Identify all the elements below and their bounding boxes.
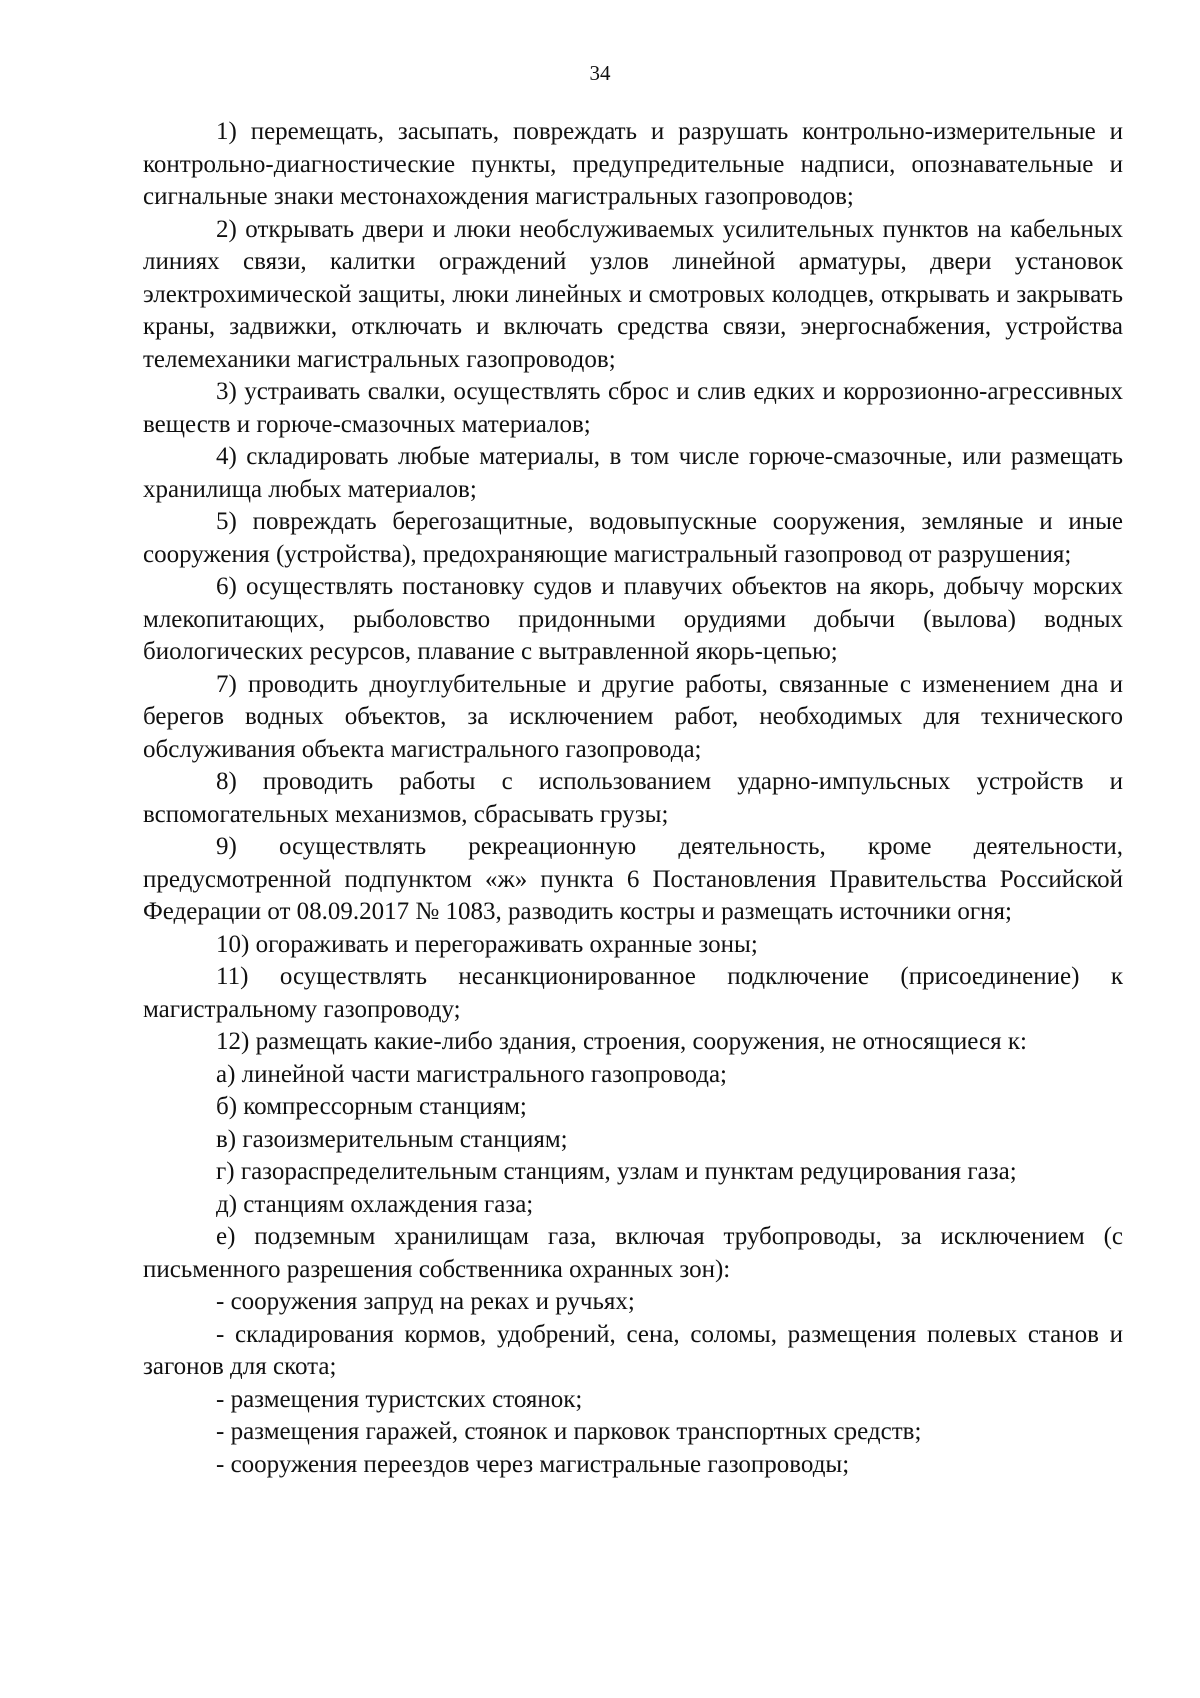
- paragraph-item-5: 5) повреждать берегозащитные, водовыпускные сооружения, земляные и иные сооружения (устройства), предохраняющие магистральный газопровод от разрушения;: [143, 508, 1123, 568]
- document-body: [143, 116, 1123, 1481]
- subitem-e: е) подземным хранилищам газа, включая трубопроводы, за исключением (с письменного разрешения собственника охранных зон):: [143, 1223, 1123, 1283]
- page-number: 34: [589, 61, 611, 85]
- paragraph-item-10: 10) огораживать и перегораживать охранные зоны;: [216, 930, 758, 958]
- exception-item-5: - сооружения переездов через магистральные газопроводы;: [216, 1450, 850, 1478]
- subitem-a: а) линейной части магистрального газопровода;: [216, 1060, 727, 1088]
- paragraph-item-4: 4) складировать любые материалы, в том числе горюче-смазочные, или размещать хранилища любых материалов;: [143, 443, 1123, 503]
- paragraph-item-12: 12) размещать какие-либо здания, строения, сооружения, не относящиеся к:: [216, 1028, 1027, 1055]
- exception-item-3: - размещения туристских стоянок;: [216, 1385, 583, 1413]
- paragraph-item-7: 7) проводить дноуглубительные и другие работы, связанные с изменением дна и берегов водных объектов, за исключением работ, необходимых для технического обслуживания объекта магистрального газопровода;: [143, 670, 1123, 763]
- paragraph-item-8: 8) проводить работы с использованием ударно-импульсных устройств и вспомогательных механизмов, сбрасывать грузы;: [143, 768, 1123, 828]
- exception-item-1: - сооружения запруд на реках и ручьях;: [216, 1288, 635, 1315]
- subitem-g: г) газораспределительным станциям, узлам и пунктам редуцирования газа;: [216, 1158, 1017, 1185]
- paragraph-item-6: 6) осуществлять постановку судов и плавучих объектов на якорь, добычу морских млекопитающих, рыболовство придонными орудиями добычи (вылова) водных биологических ресурсов, плавание с вытравленной якорь-цепью;: [143, 573, 1123, 665]
- subitem-b: б) компрессорным станциям;: [216, 1093, 527, 1120]
- paragraph-item-1: 1) перемещать, засыпать, повреждать и разрушать контрольно-измерительные и контрольно-диагностические пункты, предупредительные надписи, опознавательные и сигнальные знаки местонахождения магистральных газопроводов;: [143, 118, 1123, 210]
- paragraph-item-3: 3) устраивать свалки, осуществлять сброс и слив едких и коррозионно-агрессивных веществ и горюче-смазочных материалов;: [143, 378, 1123, 438]
- paragraph-item-9: 9) осуществлять рекреационную деятельность, кроме деятельности, предусмотренной подпунктом «ж» пункта 6 Постановления Правительства Российской Федерации от 08.09.2017 № 1083, разводить костры и размещать источники огня;: [143, 833, 1123, 925]
- exception-item-4: - размещения гаражей, стоянок и парковок транспортных средств;: [216, 1418, 922, 1445]
- exception-item-2: - складирования кормов, удобрений, сена, соломы, размещения полевых станов и загонов для скота;: [143, 1320, 1123, 1380]
- subitem-d: д) станциям охлаждения газа;: [216, 1190, 534, 1218]
- paragraph-item-2: 2) открывать двери и люки необслуживаемых усилительных пунктов на кабельных линиях связи, калитки ограждений узлов линейной арматуры, двери установок электрохимической защиты, люки линейных и смотровых колодцев, открывать и закрывать краны, задвижки, отключать и включать средства связи, энергоснабжения, устройства телемеханики магистральных газопроводов;: [143, 215, 1123, 373]
- subitem-v: в) газоизмерительным станциям;: [216, 1125, 568, 1153]
- paragraph-item-11: 11) осуществлять несанкционированное подключение (присоединение) к магистральному газопроводу;: [143, 963, 1123, 1023]
